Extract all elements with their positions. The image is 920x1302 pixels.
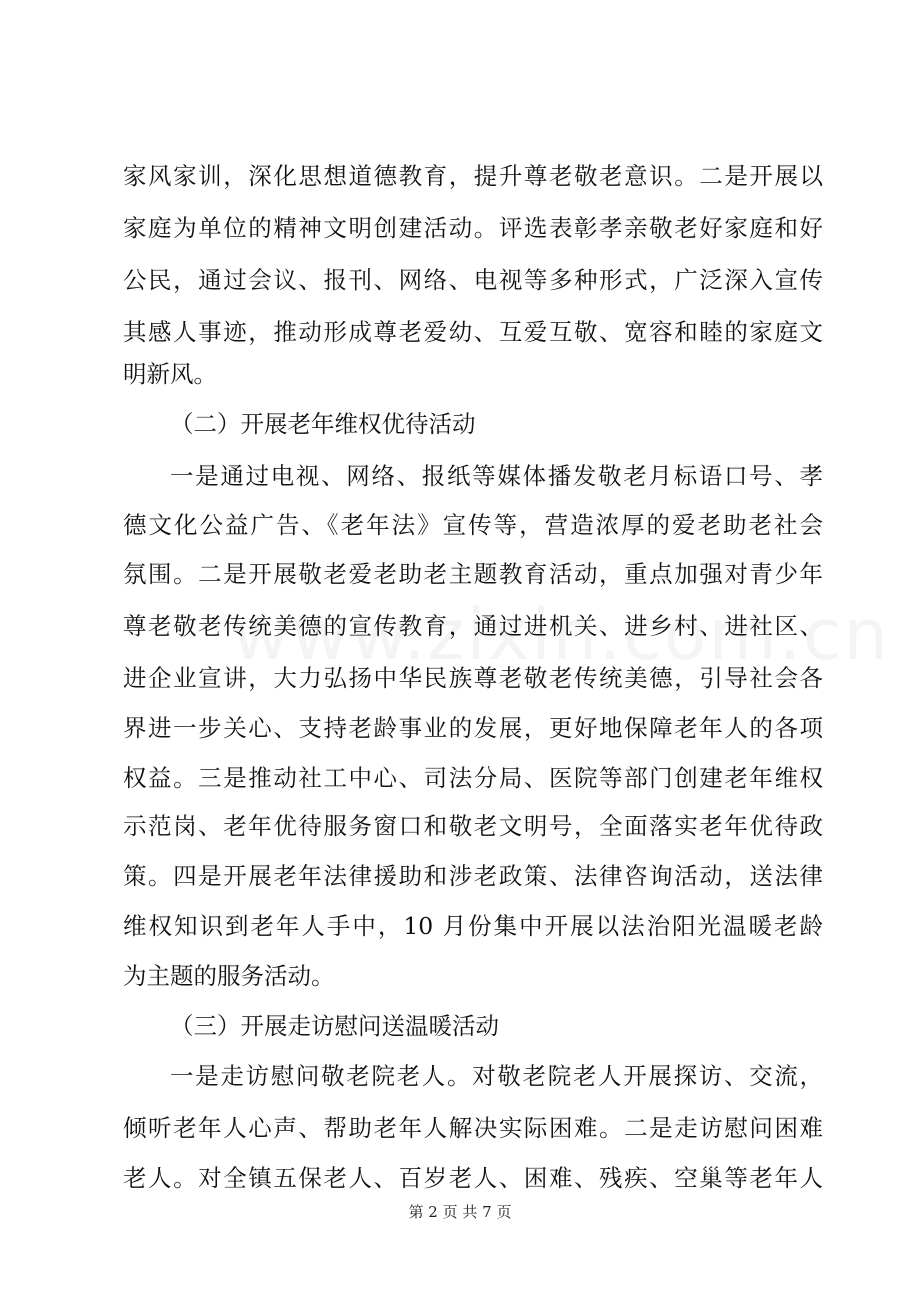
paragraph-first-line: 一是通过电视、网络、报纸等媒体播发敬老月标语口号、孝 [170,462,823,490]
body-line: 德文化公益广告、《老年法》宣传等，营造浓厚的爱老助老社会 [123,511,823,539]
section-heading: （三）开展走访慰问送温暖活动 [170,1012,499,1040]
body-line: 界进一步关心、支持老龄事业的发展，更好地保障老年人的各项 [123,714,823,742]
body-line: 其感人事迹，推动形成尊老爱幼、互爱互敬、宽容和睦的家庭文 [123,318,823,346]
body-line: 氛围。二是开展敬老爱老助老主题教育活动，重点加强对青少年 [123,560,823,588]
body-line: 进企业宣讲，大力弘扬中华民族尊老敬老传统美德，引导社会各 [123,664,823,692]
paragraph-first-line: 一是走访慰问敬老院老人。对敬老院老人开展探访、交流， [170,1062,823,1090]
body-line: 示范岗、老年优待服务窗口和敬老文明号，全面落实老年优待政 [123,812,823,840]
body-line: 策。四是开展老年法律援助和涉老政策、法律咨询活动，送法律 [123,862,823,890]
body-line: 权益。三是推动社工中心、司法分局、医院等部门创建老年维权 [123,764,823,792]
body-line: 倾听老年人心声、帮助老年人解决实际困难。二是走访慰问困难 [123,1114,823,1142]
body-line: 尊老敬老传统美德的宣传教育，通过进机关、进乡村、进社区、 [123,612,823,640]
body-line: 维权知识到老年人手中，10 月份集中开展以法治阳光温暖老龄 [123,912,823,940]
body-line: 家庭为单位的精神文明创建活动。评选表彰孝亲敬老好家庭和好 [123,214,823,242]
body-line: 公民，通过会议、报刊、网络、电视等多种形式，广泛深入宣传 [123,266,823,294]
body-line: 老人。对全镇五保老人、百岁老人、困难、残疾、空巢等老年人 [123,1164,823,1192]
body-line: 家风家训，深化思想道德教育，提升尊老敬老意识。二是开展以 [123,162,823,190]
section-heading: （二）开展老年维权优待活动 [170,410,476,438]
page-number-footer: 第 2 页 共 7 页 [408,1203,512,1221]
body-line: 为主题的服务活动。 [123,962,335,990]
body-line: 明新风。 [123,360,217,388]
